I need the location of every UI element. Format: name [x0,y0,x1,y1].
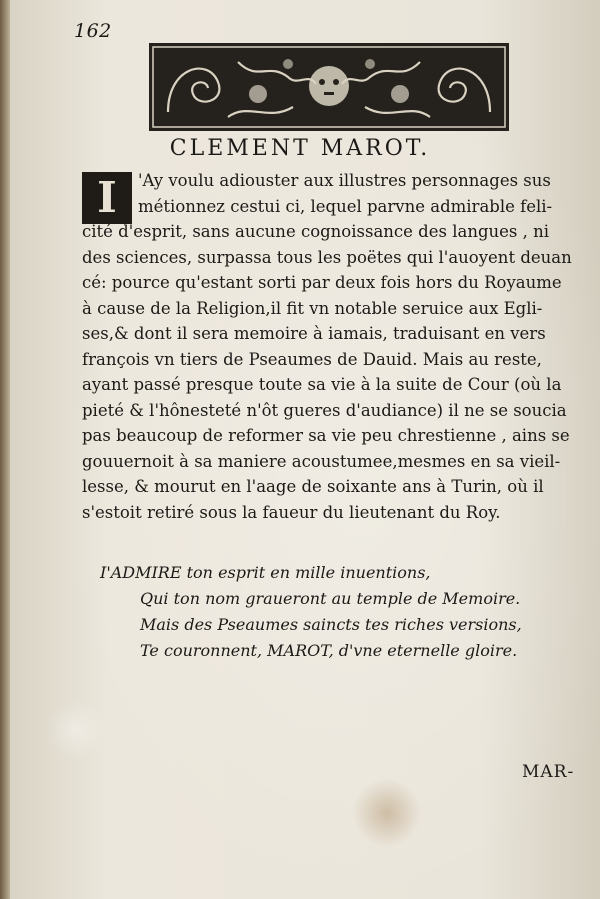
text-line: pieté & l'hônesteté n'ôt gueres d'audiance) il ne se soucia [82,400,567,420]
paper-blot [44,700,106,760]
verse-line: Qui ton nom graueront au temple de Memoire. [140,589,521,608]
text-line: des sciences, surpassa tous les poëtes qui l'auoyent deuan [82,247,572,267]
section-title: CLEMENT MAROT. [169,136,431,161]
text-line: ses,& dont il sera memoire à iamais, traduisant en vers [82,324,546,343]
text-line: lesse, & mourut en l'aage de soixante ans à Turin, où il [82,477,544,496]
text-line: cé: pource qu'estant sorti par deux fois hors du Royaume [82,273,562,292]
epigram-verse [100,560,570,664]
text-line: à cause de la Religion,il fit vn notable seruice aux Egli- [82,298,543,318]
text-line: françois vn tiers de Pseaumes de Dauid. Mais au reste, [82,349,542,369]
text-line: cité d'esprit, sans aucune cognoissance des langues , ni [82,222,550,241]
page-number: 162 [74,20,112,42]
text-line: gouuernoit à sa maniere acoustumee,mesmes en sa vieil- [82,451,561,471]
biography-paragraph [82,168,588,525]
text-line: pas beaucoup de reformer sa vie peu chrestienne , ains se [82,426,570,445]
decorated-initial: I [82,172,132,224]
text-line: métionnez cestui ci, lequel parvne admirable feli- [138,196,553,216]
paper-stain [352,778,422,848]
verse-line: I'ADMIRE ton esprit en mille inuentions, [100,563,431,582]
text-line: 'Ay voulu adiouster aux illustres personnages sus [138,171,551,190]
verse-line: Mais des Pseaumes saincts tes riches versions, [140,615,522,634]
text-line: s'estoit retiré sous la faueur du lieutenant du Roy. [82,502,501,522]
verse-line: Te couronnent, MAROT, d'vne eternelle gloire. [140,641,518,660]
text-line: ayant passé presque toute sa vie à la suite de Cour (où la [82,375,562,394]
catchword: MAR- [522,762,575,782]
binding-edge [0,0,10,899]
ornamental-headpiece [148,42,510,132]
